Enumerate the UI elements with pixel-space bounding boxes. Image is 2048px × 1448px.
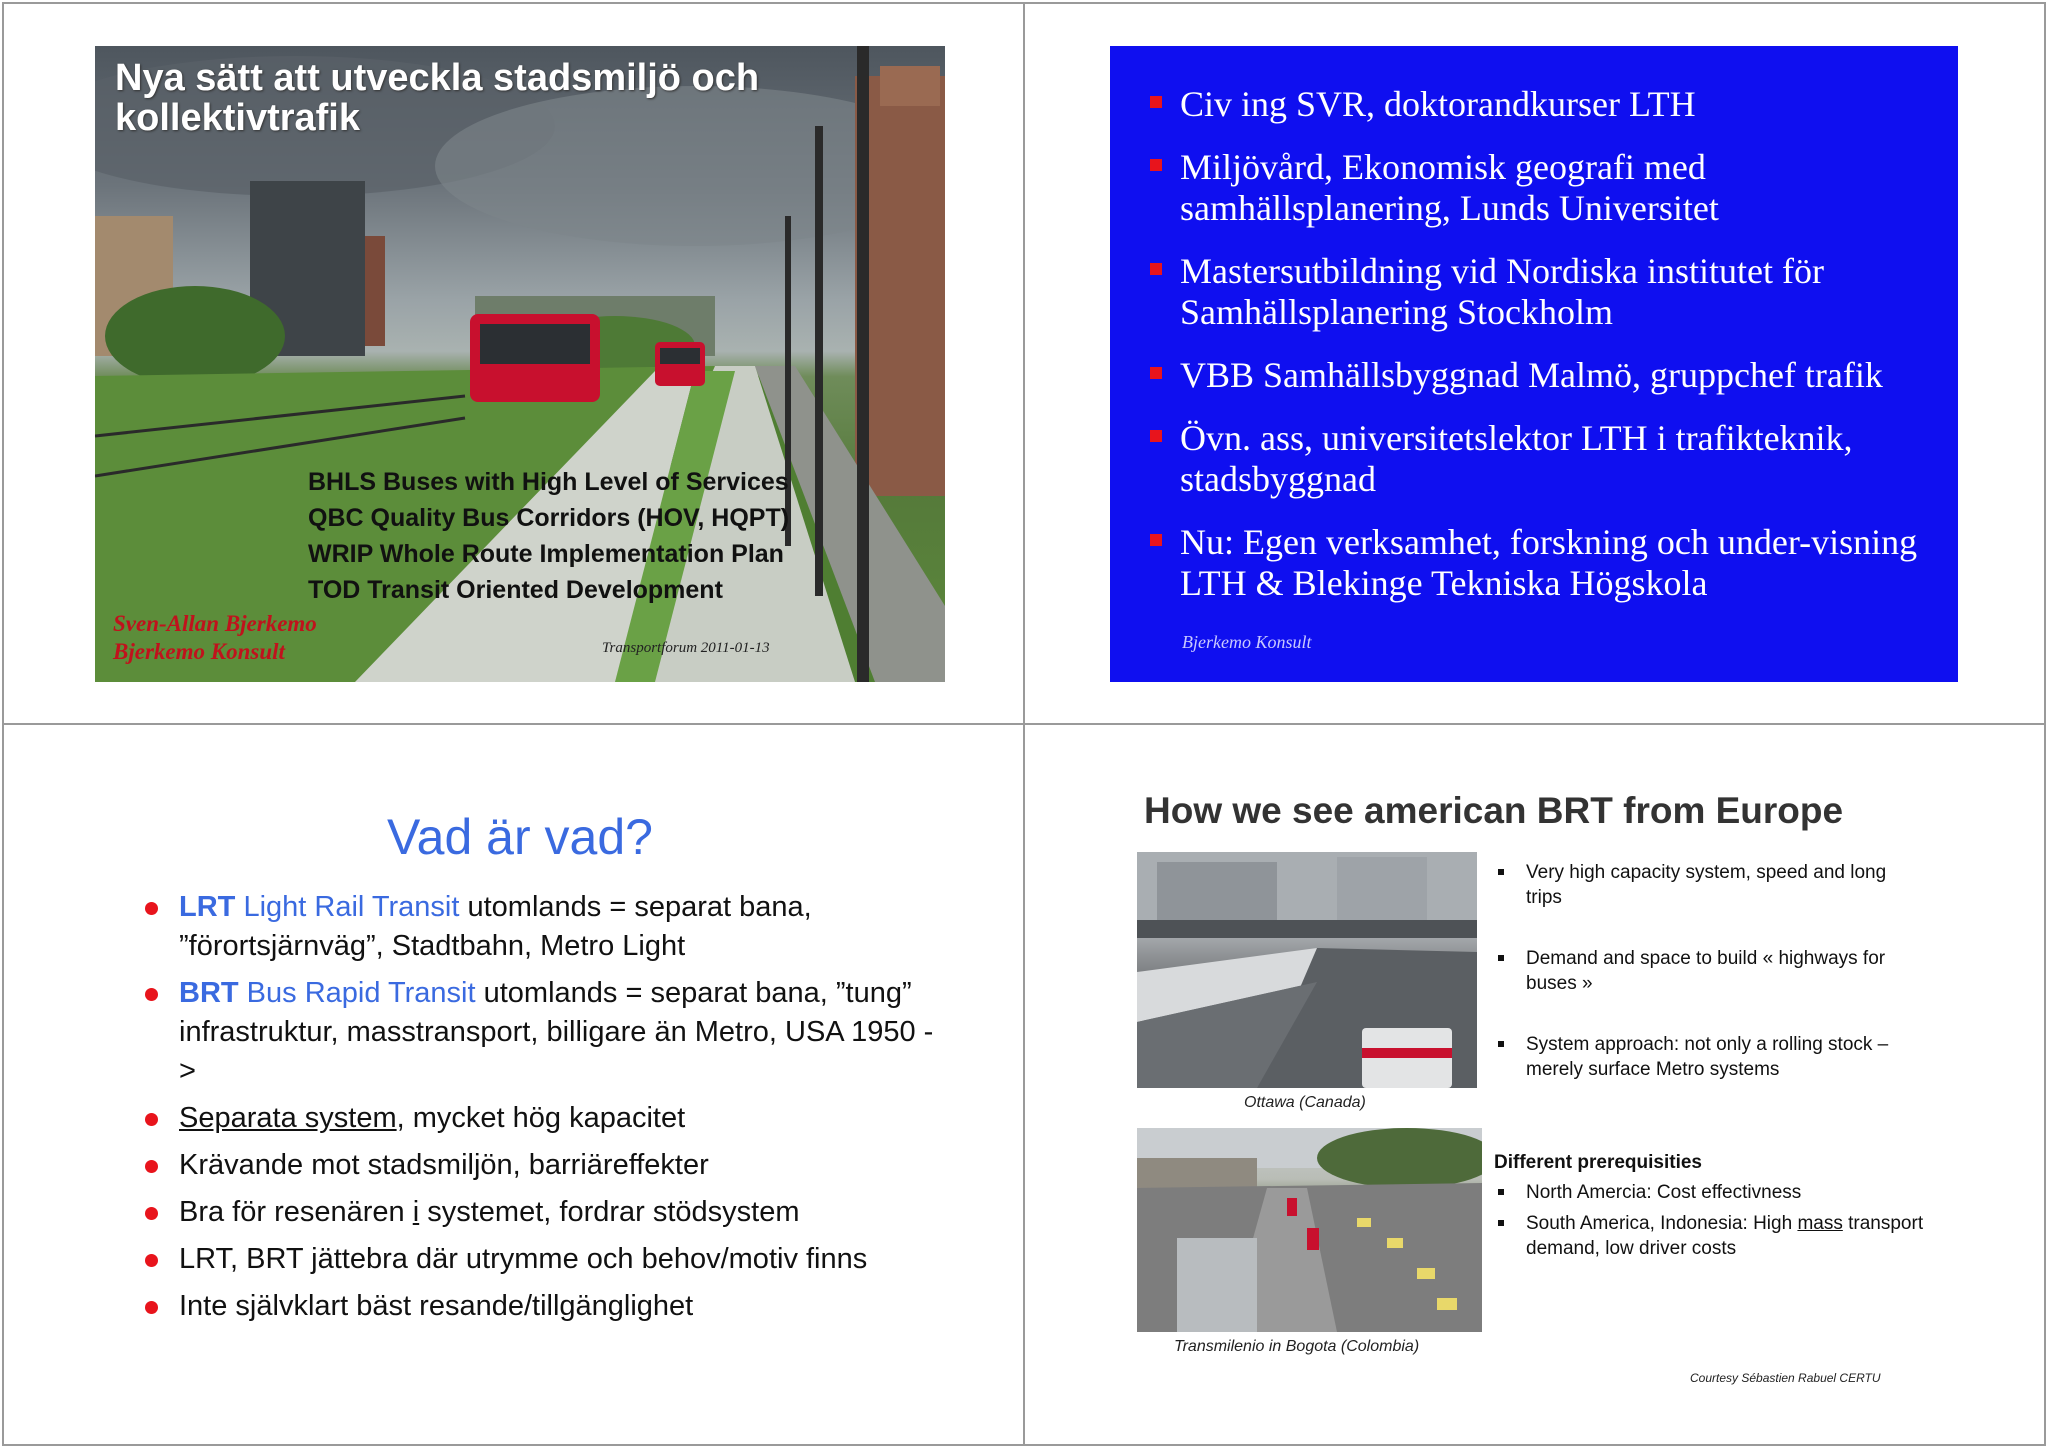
list-item: Inte självklart bäst resande/tillgänglighet bbox=[145, 1287, 935, 1326]
bullet-icon bbox=[1498, 869, 1504, 875]
bullet-icon bbox=[1150, 263, 1162, 275]
bullet-icon bbox=[1150, 367, 1162, 379]
list-item: VBB Samhällsbyggnad Malmö, gruppchef trafik bbox=[1150, 355, 1940, 396]
bullet-icon bbox=[145, 1160, 158, 1173]
bullet-icon bbox=[145, 1207, 158, 1220]
author-name: Sven-Allan Bjerkemo bbox=[113, 611, 317, 636]
bullet-icon bbox=[1150, 96, 1162, 108]
cv-list bbox=[1150, 84, 1940, 626]
bogota-caption: Transmilenio in Bogota (Colombia) bbox=[1174, 1338, 1420, 1355]
list-item: BHLS Buses with High Level of Services bbox=[308, 468, 789, 496]
list-item: Civ ing SVR, doktorandkurser LTH bbox=[1150, 84, 1940, 125]
ottawa-photo bbox=[1137, 852, 1477, 1088]
bullet-icon bbox=[1150, 159, 1162, 171]
image-credit: Courtesy Sébastien Rabuel CERTU bbox=[1690, 1371, 1881, 1385]
bullet-icon bbox=[1498, 1220, 1504, 1226]
list-item: System approach: not only a rolling stock – merely surface Metro systems bbox=[1494, 1032, 1914, 1082]
list-item: Mastersutbildning vid Nordiska institutet för Samhällsplanering Stockholm bbox=[1150, 251, 1940, 333]
slide-3-title: Vad är vad? bbox=[387, 809, 653, 865]
list-item: Övn. ass, universitetslektor LTH i trafikteknik, stadsbyggnad bbox=[1150, 418, 1940, 500]
slide-1 bbox=[95, 46, 945, 682]
list-item: Very high capacity system, speed and long trips bbox=[1494, 860, 1914, 910]
list-item: TOD Transit Oriented Development bbox=[308, 576, 723, 604]
bogota-busway-image bbox=[1137, 1128, 1482, 1332]
bullet-icon bbox=[1150, 534, 1162, 546]
slide-1-list bbox=[308, 464, 789, 608]
bullet-icon bbox=[1498, 955, 1504, 961]
horizontal-divider bbox=[2, 723, 2046, 725]
prerequisites-list bbox=[1494, 1180, 1934, 1267]
prerequisites-heading: Different prerequisities bbox=[1494, 1152, 1702, 1173]
list-item: WRIP Whole Route Implementation Plan bbox=[308, 540, 784, 568]
ottawa-caption: Ottawa (Canada) bbox=[1244, 1094, 1366, 1111]
bullet-icon bbox=[1498, 1189, 1504, 1195]
slide-3 bbox=[95, 760, 945, 1400]
event-date: Transportforum 2011-01-13 bbox=[602, 640, 770, 656]
bullet-icon bbox=[1498, 1041, 1504, 1047]
list-item: LRT Light Rail Transit utomlands = separat bana, ”förortsjärnväg”, Stadtbahn, Metro Light bbox=[145, 888, 935, 966]
slide-2-footer: Bjerkemo Konsult bbox=[1182, 632, 1312, 652]
list-item: North Amercia: Cost effectivness bbox=[1494, 1180, 1934, 1205]
list-item: Krävande mot stadsmiljön, barriäreffekter bbox=[145, 1146, 935, 1185]
definition-list bbox=[145, 888, 935, 1334]
author-block bbox=[113, 610, 317, 666]
slide-2 bbox=[1110, 46, 1958, 682]
author-company: Bjerkemo Konsult bbox=[113, 639, 285, 664]
list-item: Demand and space to build « highways for buses » bbox=[1494, 946, 1914, 996]
list-item: Miljövård, Ekonomisk geografi med samhällsplanering, Lunds Universitet bbox=[1150, 147, 1940, 229]
bullet-icon bbox=[1150, 430, 1162, 442]
bogota-photo bbox=[1137, 1128, 1482, 1332]
list-item: Bra för resenären i systemet, fordrar stödsystem bbox=[145, 1193, 935, 1232]
brt-characteristics-list bbox=[1494, 860, 1914, 1118]
bullet-icon bbox=[145, 1301, 158, 1314]
list-item: Separata system, mycket hög kapacitet bbox=[145, 1099, 935, 1138]
bullet-icon bbox=[145, 988, 158, 1001]
bullet-icon bbox=[145, 902, 158, 915]
ottawa-busway-image bbox=[1137, 852, 1477, 1088]
slide-4 bbox=[1110, 760, 1958, 1400]
bullet-icon bbox=[145, 1254, 158, 1267]
list-item: QBC Quality Bus Corridors (HOV, HQPT) bbox=[308, 504, 790, 532]
bullet-icon bbox=[145, 1113, 158, 1126]
list-item: LRT, BRT jättebra där utrymme och behov/motiv finns bbox=[145, 1240, 935, 1279]
list-item: South America, Indonesia: High mass transport demand, low driver costs bbox=[1494, 1211, 1934, 1261]
list-item: Nu: Egen verksamhet, forskning och under-visning LTH & Blekinge Tekniska Högskola bbox=[1150, 522, 1940, 604]
slide-4-title: How we see american BRT from Europe bbox=[1144, 790, 1844, 831]
list-item: BRT Bus Rapid Transit utomlands = separat bana, ”tung” infrastruktur, masstransport, billigare än Metro, USA 1950 -> bbox=[145, 974, 935, 1091]
slide-1-title: Nya sätt att utveckla stadsmiljö och kollektivtrafik bbox=[115, 57, 760, 139]
